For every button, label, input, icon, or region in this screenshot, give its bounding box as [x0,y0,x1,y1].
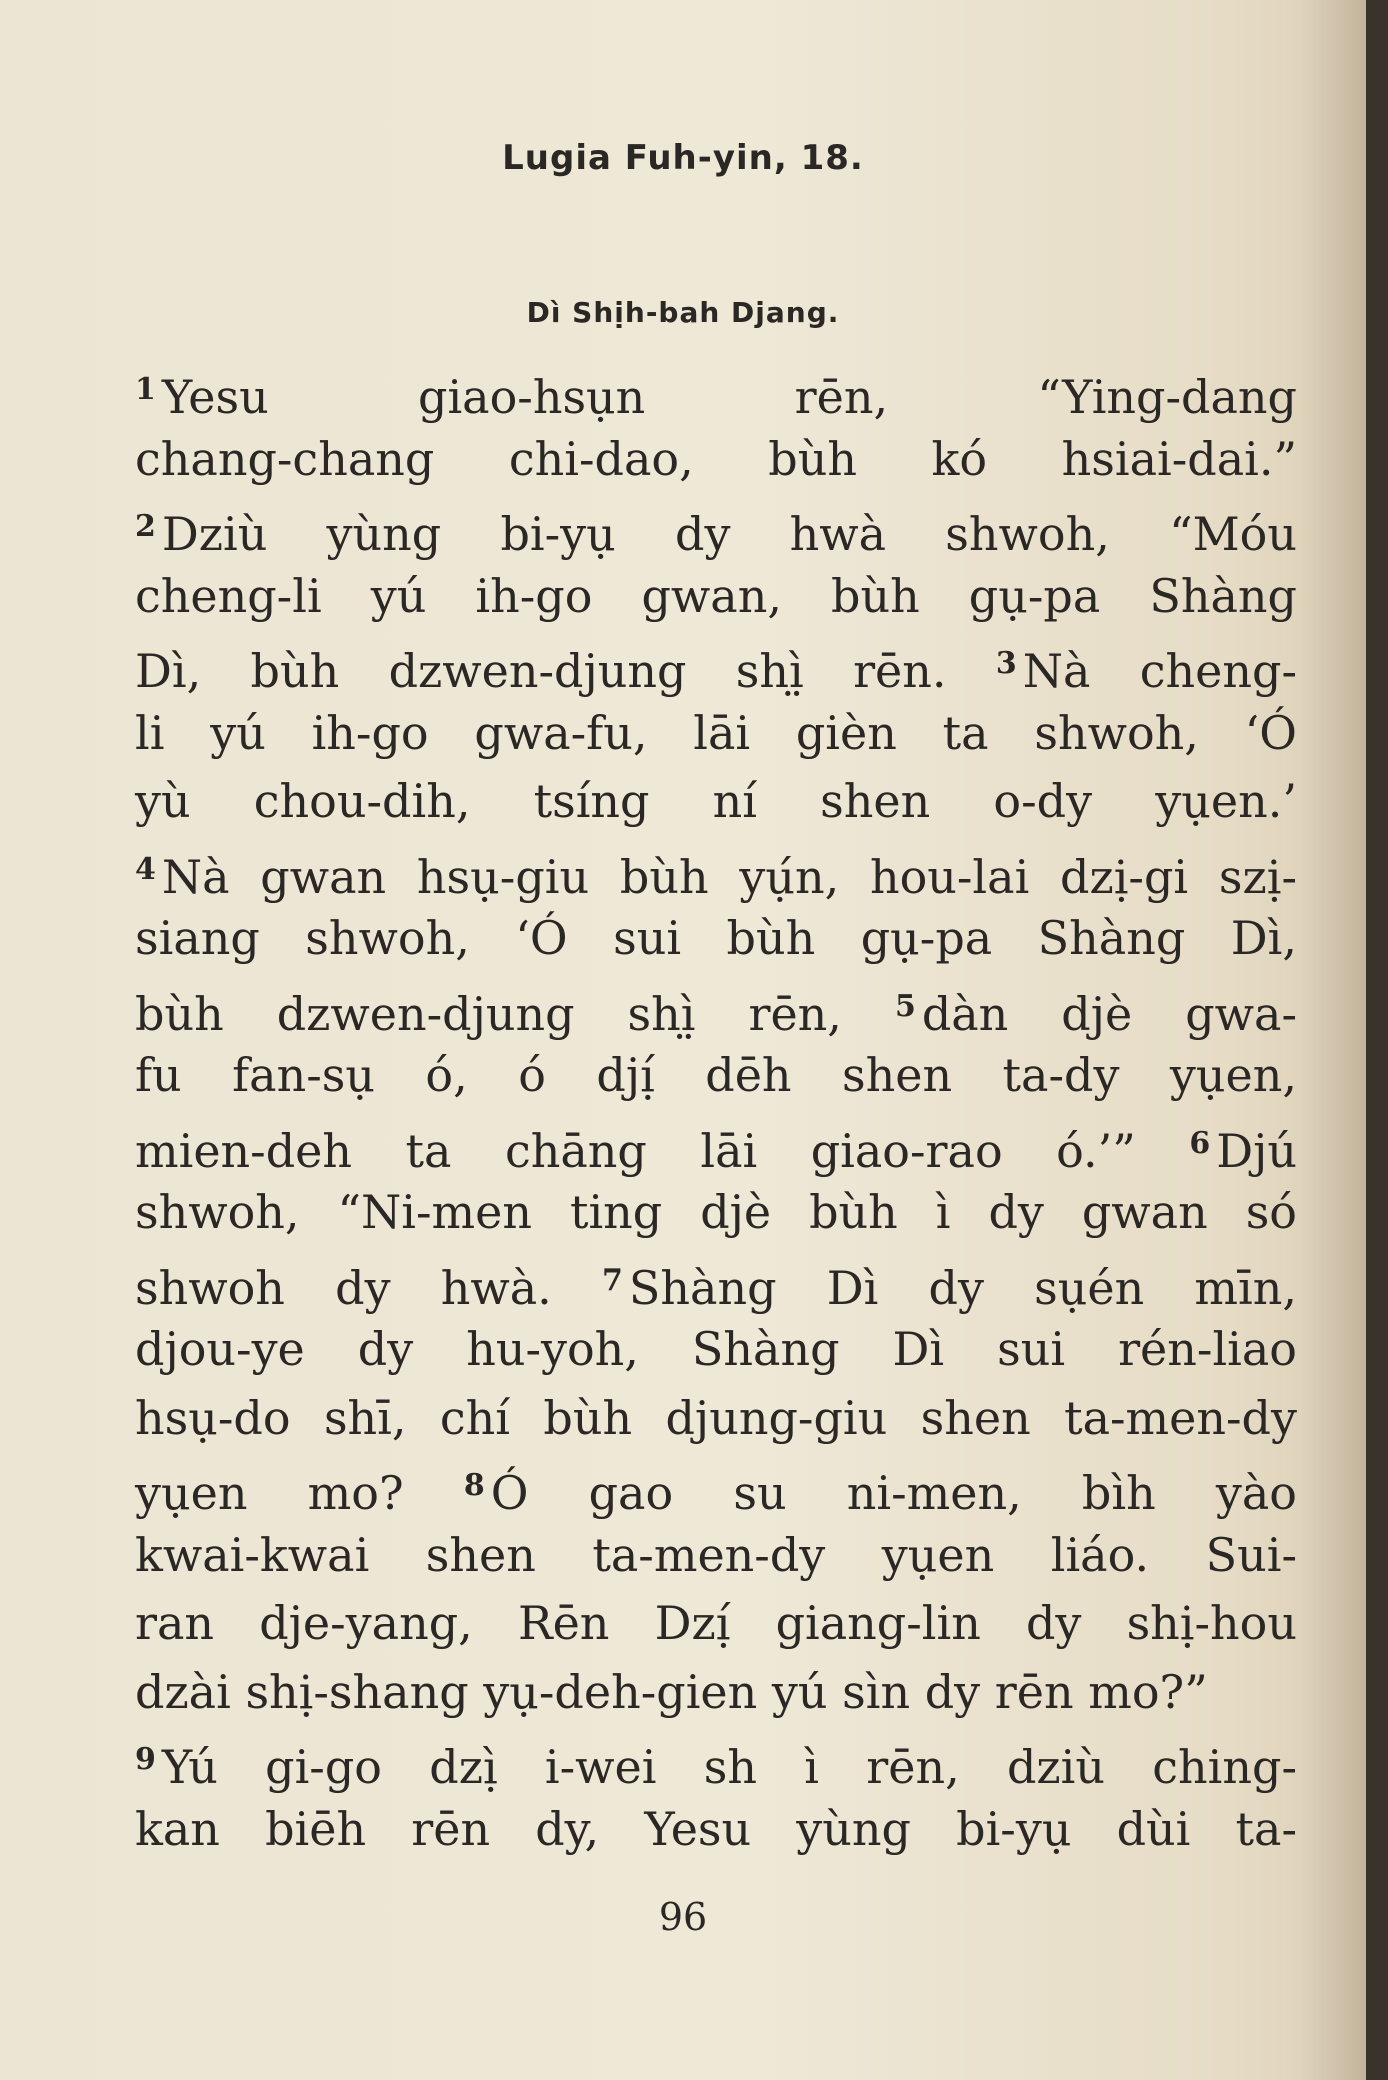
book-spine [1366,0,1388,2080]
text-line [135,977,1298,1041]
text-line [135,634,1297,698]
line-text: Djú [1216,1123,1297,1178]
text-line [135,1593,1297,1653]
line-text: djou-ye dy hu-yoh, Shàng Dì sui rén-liao [135,1322,1297,1376]
line-text: fu fan-sụ ó, ó djị́ dēh shen ta-dy yụen, [135,1048,1297,1102]
line-text: cheng-li yú ih-go gwan, bùh gụ-pa Shàng [135,568,1297,623]
line-text: mien-deh ta chāng lāi giao-rao ó.’” [135,1123,1136,1178]
verse-number: 1 [135,372,156,407]
line-text: shwoh, “Ni-men ting djè bùh ì dy gwan só [135,1185,1297,1239]
line-text: Yesu giao-hsụn rēn, “Ying-dang [161,370,1297,424]
text-line [135,908,1297,968]
line-text: shwoh dy hwà. [135,1260,552,1315]
line-text: hsụ-do shī, chí bùh djung-giu shen ta-men-dy [135,1390,1297,1445]
text-line [135,1662,1297,1722]
line-text: siang shwoh, ‘Ó sui bùh gụ-pa Shàng Dì, [135,911,1297,965]
text-line [135,1388,1297,1448]
line-text: Nà cheng- [1022,644,1297,698]
verse-number: 9 [135,1742,156,1777]
verse-number: 6 [1189,1125,1211,1161]
text-line [135,703,1297,763]
line-text: dàn djè gwa- [921,986,1298,1041]
line-text: kwai-kwai shen ta-men-dy yụen liáo. Sui- [135,1527,1297,1582]
line-text: ran dje-yang, Rēn Dzị́ giang-lin dy shị-hou [135,1596,1297,1650]
text-line [135,1114,1297,1178]
verse-number: 8 [463,1468,485,1503]
verse-number: 7 [602,1262,623,1298]
text-line [135,771,1297,831]
verse-number: 5 [894,988,916,1024]
text-line [135,840,1297,904]
text-line [135,1045,1297,1105]
verse-number: 2 [135,509,156,544]
line-text: Nà gwan hsụ-giu bùh yụ́n, hou-lai dzị-gi szị- [161,849,1297,904]
line-text: Yú gi-go dzị̀ i-wei sh ì rēn, dziù ching- [161,1740,1297,1794]
text-line [135,1730,1297,1794]
text-line [135,360,1297,424]
line-text: li yú ih-go gwa-fu, lāi gièn ta shwoh, ‘Ó [135,705,1297,760]
text-line [135,1799,1297,1859]
chapter-heading: Dì Shịh-bah Djang. [526,296,840,329]
line-text: Dì, bùh dzwen-djung shì̤ rēn. [135,644,947,698]
verse-number: 3 [995,646,1017,681]
line-text: dzài shị-shang yụ-deh-gien yú sìn dy rēn mo?” [135,1664,1208,1719]
running-head: Lugia Fuh-yin, 18. [502,138,864,178]
line-text: Ó gao su ni-men, bìh yào [490,1466,1297,1520]
text-line [135,429,1297,489]
line-text: kan biēh rēn dy, Yesu yùng bi-yụ dùi ta- [135,1801,1297,1856]
text-line [135,1456,1297,1520]
line-text: bùh dzwen-djung shì̤ rēn, [135,986,842,1041]
line-text: chang-chang chi-dao, bùh kó hsiai-dai.” [135,431,1297,486]
text-line [135,1251,1298,1315]
line-text: yụen mo? [135,1466,404,1520]
text-line [135,497,1297,561]
verse-number: 4 [135,851,156,887]
text-line [135,1319,1297,1379]
line-text: Shàng Dì dy sụén mīn, [628,1260,1298,1315]
text-line [135,1525,1297,1585]
text-line [135,1182,1297,1242]
page-number: 96 [658,1895,708,1939]
line-text: Dziù yùng bi-yụ dy hwà shwoh, “Móu [161,507,1297,561]
line-text: yù chou-dih, tsíng ní shen o-dy yụen.’ [135,774,1297,828]
text-line [135,566,1297,626]
